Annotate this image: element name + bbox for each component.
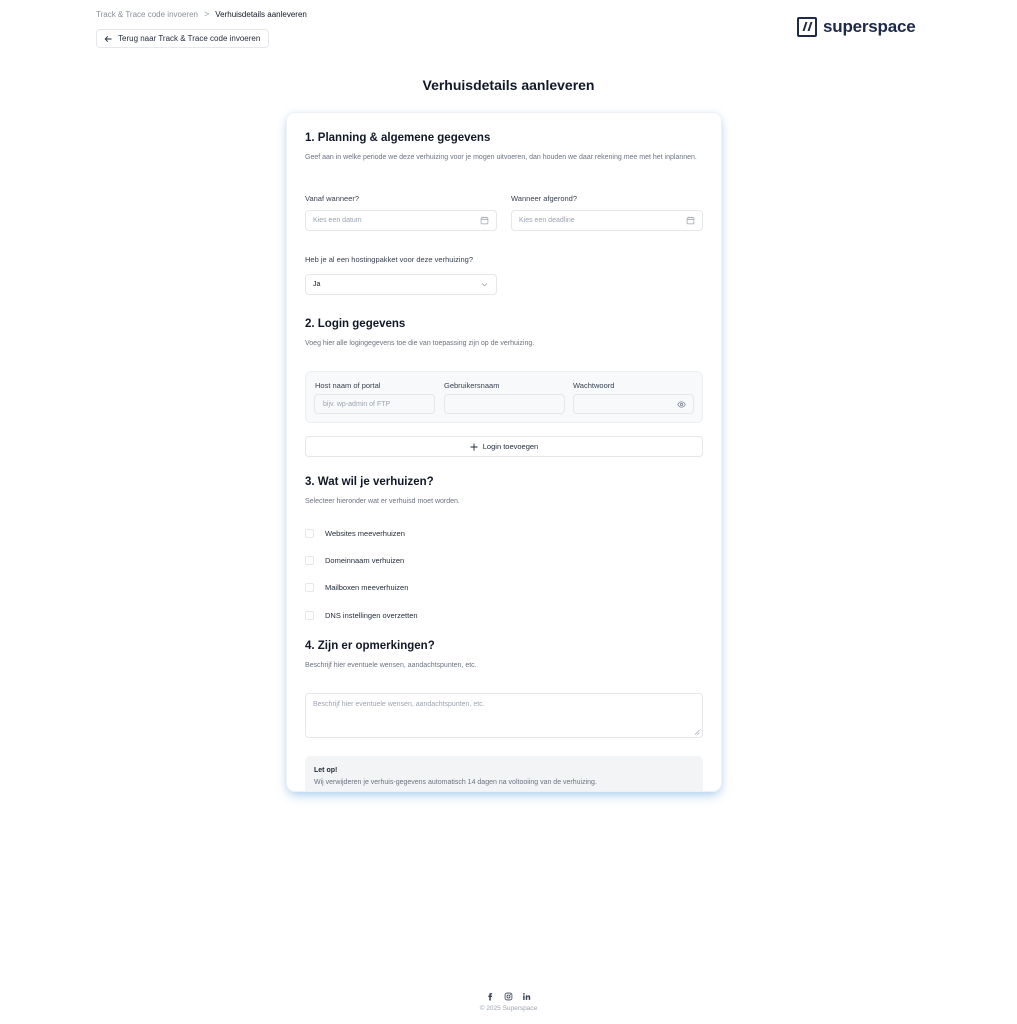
calendar-icon[interactable] (480, 216, 489, 225)
checkbox-mailboxes[interactable] (305, 583, 314, 592)
start-date-label: Vanaf wanneer? (305, 194, 360, 203)
notice-box (305, 756, 703, 791)
option-mailboxes[interactable] (305, 583, 408, 592)
remarks-textarea[interactable] (305, 693, 703, 738)
facebook-icon[interactable] (486, 992, 495, 1001)
option-domain[interactable] (305, 556, 404, 565)
checkbox-domain[interactable] (305, 556, 314, 565)
instagram-icon[interactable] (504, 992, 513, 1001)
hosting-question-label: Heb je al een hostingpakket voor deze verhuizing? (305, 255, 474, 264)
section-remarks-title: 4. Zijn er opmerkingen? (305, 640, 435, 652)
resize-handle-icon[interactable] (694, 729, 700, 735)
start-date-input[interactable] (305, 210, 497, 231)
start-date-placeholder: Kies een datum (313, 217, 362, 224)
remarks-placeholder: Beschrijf hier eventuele wensen, aandachtspunten, etc. (313, 701, 485, 708)
hosting-select-value: Ja (313, 281, 321, 288)
end-date-label: Wanneer afgerond? (511, 194, 578, 203)
section-planning-title: 1. Planning & algemene gegevens (305, 132, 491, 144)
option-mailboxes-label: Mailboxen meeverhuizen (325, 583, 409, 592)
password-input[interactable] (573, 394, 694, 414)
arrow-left-icon (104, 35, 112, 43)
checkbox-websites[interactable] (305, 529, 314, 538)
back-button-label: Terug naar Track & Trace code invoeren (118, 34, 261, 43)
option-dns[interactable] (305, 611, 418, 620)
username-label: Gebruikersnaam (444, 381, 500, 390)
option-websites-label: Websites meeverhuizen (325, 529, 405, 538)
end-date-input[interactable] (511, 210, 703, 231)
page-title: Verhuisdetails aanleveren (422, 77, 595, 93)
option-websites[interactable] (305, 529, 405, 538)
superspace-logo[interactable] (797, 17, 916, 37)
breadcrumb-current: Verhuisdetails aanleveren (215, 9, 307, 19)
copyright: © 2025 Superspace (479, 1005, 538, 1012)
username-input[interactable] (444, 394, 565, 414)
section-remarks-description: Beschrijf hier eventuele wensen, aandachtspunten, etc. (305, 662, 477, 669)
add-login-button[interactable] (305, 436, 703, 457)
chevron-down-icon (480, 280, 489, 289)
hosting-select[interactable] (305, 274, 497, 295)
breadcrumb (96, 9, 307, 19)
host-input[interactable] (314, 394, 435, 414)
section-migrate-description: Selecteer hieronder wat er verhuisd moet worden. (305, 498, 460, 505)
section-login-title: 2. Login gegevens (305, 318, 406, 330)
breadcrumb-link-track-trace[interactable]: Track & Trace code invoeren (96, 9, 198, 19)
calendar-icon[interactable] (686, 216, 695, 225)
login-row (305, 371, 703, 423)
host-label: Host naam of portal (315, 381, 381, 390)
footer (0, 991, 1017, 1012)
breadcrumb-separator: > (203, 9, 210, 19)
password-label: Wachtwoord (573, 381, 615, 390)
add-login-label: Login toevoegen (482, 442, 539, 451)
option-dns-label: DNS instellingen overzetten (325, 611, 418, 620)
plus-icon (470, 443, 478, 451)
section-migrate-title: 3. Wat wil je verhuizen? (305, 476, 434, 488)
notice-title: Let op! (314, 767, 338, 774)
option-domain-label: Domeinnaam verhuizen (325, 556, 405, 565)
checkbox-dns[interactable] (305, 611, 314, 620)
social-links (0, 991, 1017, 1001)
back-button[interactable] (96, 29, 269, 48)
end-date-placeholder: Kies een deadline (519, 217, 575, 224)
section-planning-description: Geef aan in welke periode we deze verhuizing voor je mogen uitvoeren, dan houden we daar rekening mee met het inplannen. (305, 154, 697, 161)
logo-mark-icon (797, 17, 817, 37)
logo-wordmark: superspace (823, 17, 916, 36)
notice-text: Wij verwijderen je verhuis-gegevens automatisch 14 dagen na voltooiing van de verhuizing. (314, 779, 597, 786)
eye-icon[interactable] (677, 400, 686, 409)
form-card (287, 113, 721, 791)
linkedin-icon[interactable] (522, 992, 531, 1001)
section-login-description: Voeg hier alle logingegevens toe die van toepassing zijn op de verhuizing. (305, 340, 535, 347)
host-placeholder: bijv. wp-admin of FTP (323, 400, 391, 408)
